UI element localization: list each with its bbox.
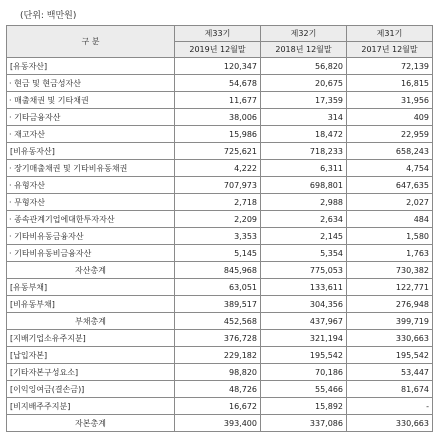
row-label: · 현금 및 현금성자산 [7,75,175,92]
row-label: 자본총계 [7,415,175,432]
value-cell: 81,674 [347,381,433,398]
value-cell: 647,635 [347,177,433,194]
table-row [7,58,433,75]
value-cell: 399,719 [347,313,433,330]
value-cell: 48,726 [175,381,261,398]
value-cell: 393,400 [175,415,261,432]
table-row [7,177,433,194]
value-cell: 15,892 [261,398,347,415]
table-row [7,245,433,262]
value-cell: 63,051 [175,279,261,296]
table-row [7,330,433,347]
value-cell: 2,209 [175,211,261,228]
value-cell: 195,542 [347,347,433,364]
value-cell: 409 [347,109,433,126]
value-cell: 3,353 [175,228,261,245]
row-label: · 기타비유동금융자산 [7,228,175,245]
table-row [7,296,433,313]
value-cell: 55,466 [261,381,347,398]
row-label: [이익잉여금(결손금)] [7,381,175,398]
value-cell: 38,006 [175,109,261,126]
value-cell: 122,771 [347,279,433,296]
value-cell: 17,359 [261,92,347,109]
value-cell: 2,027 [347,194,433,211]
value-cell: 31,956 [347,92,433,109]
item-header: 구 분 [7,26,175,58]
period-header: 제31기 [347,26,433,42]
table-row [7,126,433,143]
value-cell: 2,145 [261,228,347,245]
row-label: · 재고자산 [7,126,175,143]
value-cell: 314 [261,109,347,126]
row-label: [유동부채] [7,279,175,296]
value-cell: 304,356 [261,296,347,313]
value-cell: 195,542 [261,347,347,364]
date-header: 2019년 12월말 [175,42,261,58]
table-row [7,364,433,381]
value-cell: 276,948 [347,296,433,313]
value-cell: 730,382 [347,262,433,279]
value-cell: - [347,398,433,415]
table-row [7,211,433,228]
date-header: 2017년 12월말 [347,42,433,58]
value-cell: 56,820 [261,58,347,75]
value-cell: 1,580 [347,228,433,245]
value-cell: 120,347 [175,58,261,75]
value-cell: 72,139 [347,58,433,75]
row-label: [유동자산] [7,58,175,75]
value-cell: 452,568 [175,313,261,330]
value-cell: 22,959 [347,126,433,143]
value-cell: 437,967 [261,313,347,330]
row-label: [납입자본] [7,347,175,364]
value-cell: 229,182 [175,347,261,364]
value-cell: 6,311 [261,160,347,177]
row-label: · 장기매출채권 및 기타비유동채권 [7,160,175,177]
period-header: 제32기 [261,26,347,42]
value-cell: 18,472 [261,126,347,143]
value-cell: 775,053 [261,262,347,279]
value-cell: 658,243 [347,143,433,160]
value-cell: 2,988 [261,194,347,211]
value-cell: 330,663 [347,330,433,347]
value-cell: 707,973 [175,177,261,194]
value-cell: 5,145 [175,245,261,262]
value-cell: 725,621 [175,143,261,160]
total-row [7,313,433,330]
table-row [7,75,433,92]
table-row [7,109,433,126]
row-label: 자산총계 [7,262,175,279]
value-cell: 5,354 [261,245,347,262]
row-label: 부채총계 [7,313,175,330]
table-row [7,279,433,296]
row-label: [비유동부채] [7,296,175,313]
date-header: 2018년 12월말 [261,42,347,58]
financial-statement-table [6,25,433,432]
value-cell: 337,086 [261,415,347,432]
value-cell: 15,986 [175,126,261,143]
value-cell: 11,677 [175,92,261,109]
row-label: [비유동자산] [7,143,175,160]
unit-label: (단위: 백만원) [20,11,77,21]
table-row [7,228,433,245]
row-label: · 기타비유동비금융자산 [7,245,175,262]
value-cell: 1,763 [347,245,433,262]
value-cell: 4,222 [175,160,261,177]
table-row [7,398,433,415]
value-cell: 321,194 [261,330,347,347]
row-label: · 유형자산 [7,177,175,194]
total-row [7,262,433,279]
value-cell: 20,675 [261,75,347,92]
period-header: 제33기 [175,26,261,42]
table-row [7,160,433,177]
value-cell: 4,754 [347,160,433,177]
value-cell: 718,233 [261,143,347,160]
value-cell: 389,517 [175,296,261,313]
value-cell: 16,815 [347,75,433,92]
table-row [7,381,433,398]
value-cell: 484 [347,211,433,228]
value-cell: 2,634 [261,211,347,228]
total-row [7,415,433,432]
value-cell: 330,663 [347,415,433,432]
value-cell: 133,611 [261,279,347,296]
table-row [7,194,433,211]
table-row [7,143,433,160]
row-label: · 무형자산 [7,194,175,211]
value-cell: 845,968 [175,262,261,279]
value-cell: 54,678 [175,75,261,92]
row-label: [기타자본구성요소] [7,364,175,381]
value-cell: 2,718 [175,194,261,211]
value-cell: 98,820 [175,364,261,381]
row-label: · 종속관계기업에대한투자자산 [7,211,175,228]
table-row [7,92,433,109]
row-label: [지배기업소유주지분] [7,330,175,347]
value-cell: 53,447 [347,364,433,381]
table-row [7,347,433,364]
row-label: · 매출채권 및 기타채권 [7,92,175,109]
value-cell: 70,186 [261,364,347,381]
table-body [7,58,433,432]
value-cell: 376,728 [175,330,261,347]
value-cell: 698,801 [261,177,347,194]
row-label: [비지배주주지분] [7,398,175,415]
row-label: · 기타금융자산 [7,109,175,126]
value-cell: 16,672 [175,398,261,415]
